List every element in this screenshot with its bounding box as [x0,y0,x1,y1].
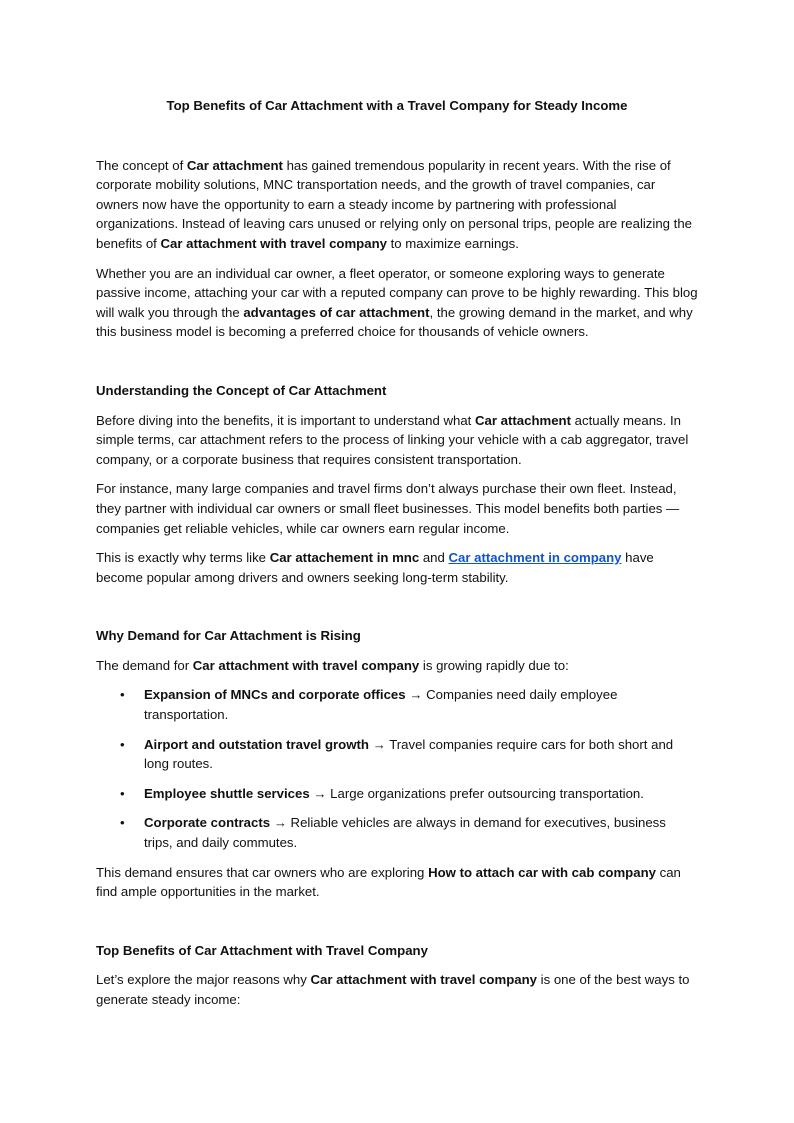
text-run: , the growing demand in the market, and why this business model is becoming a preferred choice for thousands of vehicle owners. [96,304,693,340]
section-paragraph: For instance, many large companies and travel firms don’t always purchase their own fleet. Instead, they partner with individual car owners or small fleet businesses. This model benefits both parties — companies get reliable vehicles, while car owners earn regular income. [96,481,680,536]
section-paragraph [96,548,698,587]
text-run: → Companies need daily employee transportation. [144,687,618,723]
document-title: Top Benefits of Car Attachment with a Travel Company for Steady Income [166,98,628,113]
text-run: → Reliable vehicles are always in demand for executives, business trips, and daily commutes. [144,815,666,851]
demand-list [96,685,698,852]
bold-term: Car attachment with travel company [192,657,420,673]
text-run: Before diving into the benefits, it is important to understand what [96,412,475,428]
bullet-icon: • [120,815,125,831]
bold-term: advantages of car attachment [243,304,430,320]
list-item [96,685,698,724]
section-benefits [96,941,698,1010]
bold-term: Car attachment [186,157,283,173]
text-run: can find ample opportunities in the market. [96,864,681,900]
text-run: actually means. In simple terms, car attachment refers to the process of linking your vehicle with a cab aggregator, travel company, or a corporate business that requires consistent transportation. [96,412,689,467]
text-run: is one of the best ways to generate steady income: [96,972,690,1007]
section-paragraph [96,656,698,676]
bold-term: How to attach car with cab company [428,864,656,880]
text-run: has gained tremendous popularity in recent years. With the rise of corporate mobility solutions, MNC transportation needs, and the growth of travel companies, car owners now have the opportunity to earn a steady income by partnering with professional organizations. Instead of leaving cars unused or relying only on personal trips, people are realizing the benefits of [96,157,692,251]
section-paragraph [96,411,698,470]
text-run: Let’s explore the major reasons why [96,972,311,988]
section-heading: Why Demand for Car Attachment is Rising [96,628,361,644]
section-demand [96,626,698,902]
text-run: is growing rapidly due to: [419,657,569,673]
text-run: have become popular among drivers and owners seeking long-term stability. [96,550,654,585]
bold-term: Airport and outstation travel growth [144,736,369,752]
text-run: Whether you are an individual car owner, a fleet operator, or someone exploring ways to generate passive income, attaching your car with a reputed company can prove to be highly rewarding. This blog will walk you through the [96,265,698,320]
list-item [96,784,698,804]
section-heading: Understanding the Concept of Car Attachment [96,382,387,398]
text-run: This is exactly why terms like [96,550,270,566]
intro-section [96,156,698,342]
bold-term: Employee shuttle services [144,785,310,801]
bold-term: Car attachment with travel company [310,972,537,988]
bold-term: Car attachement in mnc [269,550,420,566]
text-run: to maximize earnings. [386,235,519,251]
text-run: and [419,550,449,566]
section-understanding [96,381,698,587]
section-heading: Top Benefits of Car Attachment with Travel Company [96,942,428,958]
text-run: → Large organizations prefer outsourcing transportation. [309,785,644,801]
bold-term: Corporate contracts [144,815,271,831]
list-item [96,735,698,774]
intro-paragraph-2 [96,264,698,342]
text-run: The demand for [96,657,193,673]
list-item [96,813,698,852]
bullet-icon: • [120,736,125,752]
section-paragraph [96,863,698,902]
bold-term: Car attachment [475,412,572,428]
text-run: → Travel companies require cars for both short and long routes. [144,736,674,772]
bold-term: Expansion of MNCs and corporate offices [144,687,406,703]
intro-paragraph-1 [96,156,698,254]
text-run: The concept of [96,157,187,173]
car-attachment-in-company-link[interactable]: Car attachment in company [448,550,622,566]
text-run: This demand ensures that car owners who are exploring [96,864,429,880]
section-paragraph [96,970,698,1009]
bullet-icon: • [120,785,125,801]
bullet-icon: • [120,687,125,703]
bold-term: Car attachment with travel company [160,235,387,251]
